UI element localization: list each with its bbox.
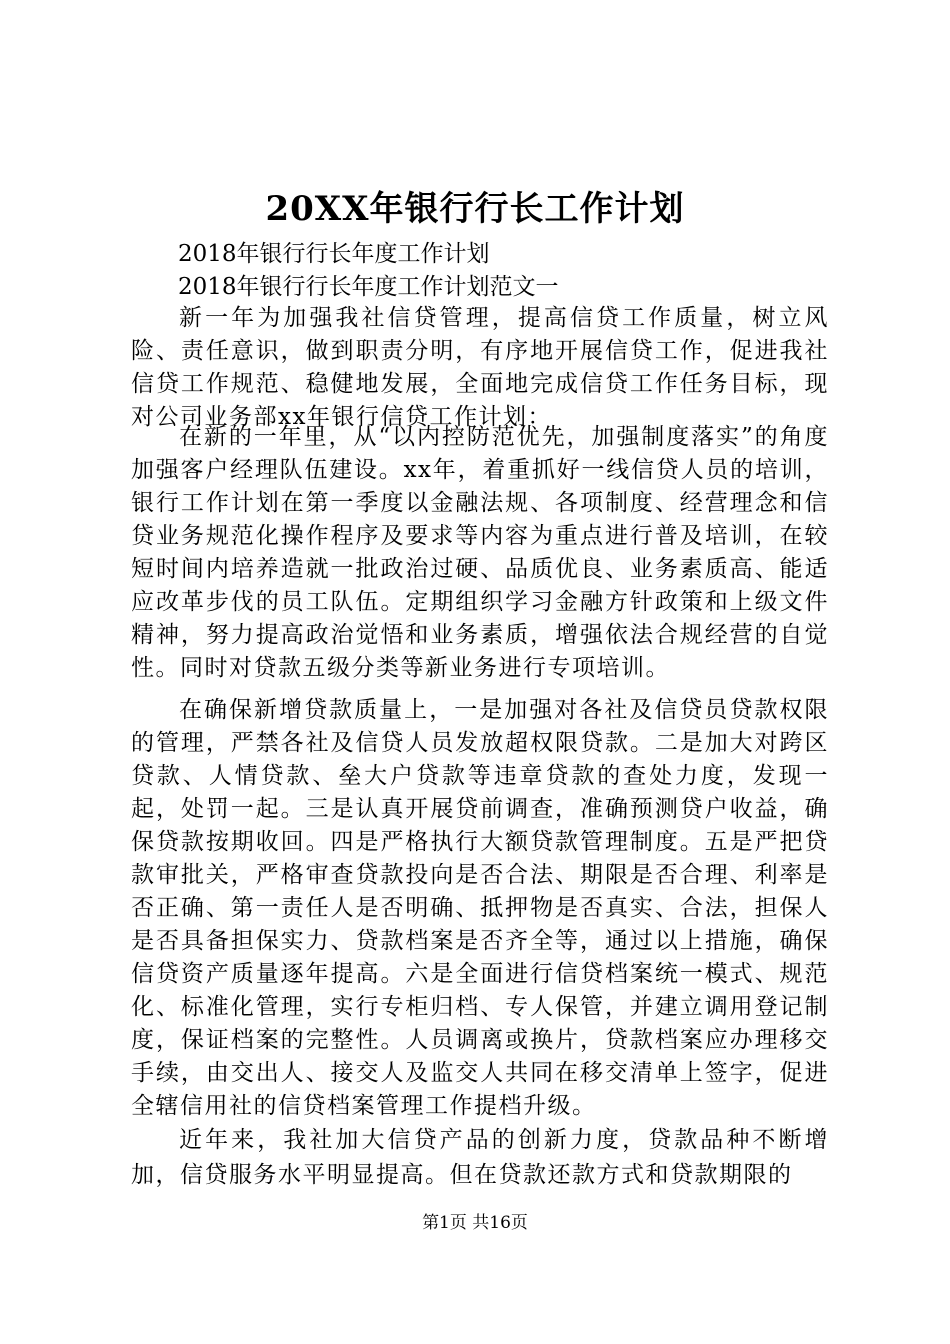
paragraph-team-building: 在新的一年里，从“以内控防范优先，加强制度落实”的角度加强客户经理队伍建设。xx年，着重抓好一线信贷人员的培训，银行工作计划在第一季度以金融法规、各项制度、经营理念和信贷业务规范化操作程序及要求等内容为重点进行普及培训，在较短时间内培养造就一批政治过硬、品质优良、业务素质高、能适应改革步伐的员工队伍。定期组织学习金融方针政策和上级文件精神，努力提高政治觉悟和业务素质，增强依法合规经营的自觉性。同时对贷款五级分类等新业务进行专项培训。 — [131, 424, 829, 681]
paragraph-product-innovation: 近年来，我社加大信贷产品的创新力度，贷款品种不断增加，信贷服务水平明显提高。但在贷款还款方式和贷款期限的 — [131, 1127, 829, 1188]
paragraph-loan-quality: 在确保新增贷款质量上，一是加强对各社及信贷员贷款权限的管理，严禁各社及信贷人员发放超权限贷款。二是加大对跨区贷款、人情贷款、垒大户贷款等违章贷款的查处力度，发现一起，处罚一起。三是认真开展贷前调查，准确预测贷户收益，确保贷款按期收回。四是严格执行大额贷款管理制度。五是严把贷款审批关，严格审查贷款投向是否合法、期限是否合理、利率是否正确、第一责任人是否明确、抵押物是否真实、合法，担保人是否具备担保实力、贷款档案是否齐全等，通过以上措施，确保信贷资产质量逐年提高。六是全面进行信贷档案统一模式、规范化、标准化管理，实行专柜归档、专人保管，并建立调用登记制度，保证档案的完整性。人员调离或换片，贷款档案应办理移交手续，由交出人、接交人及监交人共同在移交清单上签字，促进全辖信用社的信贷档案管理工作提档升级。 — [131, 697, 829, 1119]
subtitle-sample-one: 2018年银行行长年度工作计划范文一 — [178, 274, 559, 300]
page-footer: 第1页 共16页 — [422, 1213, 528, 1233]
subtitle-annual-plan: 2018年银行行长年度工作计划 — [178, 241, 490, 267]
document-title: 20XX年银行行长工作计划 — [265, 189, 685, 229]
paragraph-intro: 新一年为加强我社信贷管理，提高信贷工作质量，树立风险、责任意识，做到职责分明，有序地开展信贷工作，促进我社信贷工作规范、稳健地发展，全面地完成信贷工作任务目标，现对公司业务部xx年银行信贷工作计划： — [131, 305, 829, 430]
